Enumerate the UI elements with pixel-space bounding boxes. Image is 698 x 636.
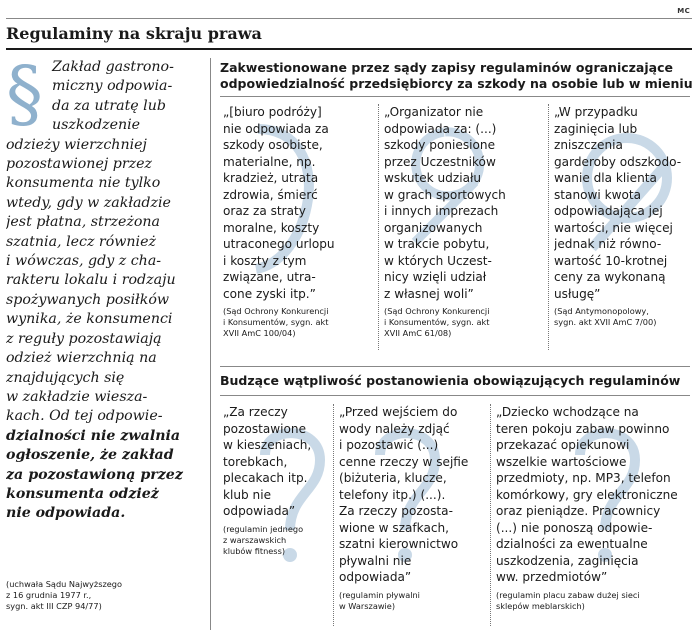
quote-line: „Dziecko wchodzące na [496, 405, 639, 419]
left-line: z reguły pozostawiają [6, 330, 162, 347]
quote-line: wskutek udziału [384, 171, 482, 185]
section1-title-line: Zakwestionowane przez sądy zapisy regulaminów ograniczające [220, 60, 673, 75]
quote-line: odpowiada za: (...) [384, 121, 497, 136]
quote-line: uszkodzenia, zaginięcia [496, 553, 639, 568]
source-line: z 16 grudnia 1977 r., [6, 590, 92, 600]
quote-block [223, 104, 373, 354]
left-line: odzieży wierzchniej [6, 136, 147, 153]
quote-line: pozostawione [223, 421, 307, 436]
quote-line: wartość 10-krotnej [554, 253, 668, 268]
quote-line: (...) nie ponoszą odpowie- [496, 520, 653, 535]
quote-line: szkody poniesione [384, 138, 496, 152]
quote-text [384, 104, 544, 302]
left-line-bold: za pozostawioną przez [6, 466, 183, 483]
quote-line: przekazać opiekunowi [496, 438, 630, 452]
source-line: XVII AmC 100/04) [223, 328, 296, 338]
quote-line: przez Uczestników [384, 154, 496, 169]
section2-top-rule [220, 366, 690, 367]
quote-text [496, 404, 694, 586]
quote-line: telefony itp.) (...). [339, 487, 446, 502]
quote-line: w kieszeniach, [223, 438, 312, 452]
left-line-bold: ogłoszenie, że zakład [6, 447, 174, 464]
quote-text [223, 104, 373, 302]
quote-line: ceny za wykonaną [554, 270, 666, 284]
quote-block [384, 104, 544, 354]
quote-line: z własnej woli” [384, 286, 474, 301]
quote-line: ww. przedmiotów” [496, 570, 608, 584]
source-line: z warszawskich [223, 534, 287, 545]
quote-block [496, 404, 694, 630]
quote-line: „Przed wejściem do [339, 405, 458, 419]
title-rule [6, 48, 692, 50]
column-divider [210, 58, 211, 630]
left-column [6, 55, 206, 630]
quote-source [339, 590, 491, 612]
left-line: wtedy, gdy w zakładzie [6, 194, 171, 211]
quote-line: „Za rzeczy [223, 405, 288, 419]
quote-text [339, 404, 491, 586]
source-line: (Sąd Ochrony Konkurencji [384, 306, 490, 316]
left-line: rakteru lokalu i rodzaju [6, 272, 176, 289]
quote-line: odpowiada” [223, 504, 296, 518]
corner-tag: MC [677, 7, 690, 15]
left-line: odzież wierzchnią na [6, 350, 157, 367]
quote-line: wanie dla klienta [554, 171, 657, 185]
left-line: Zakład gastrono- [52, 59, 174, 75]
left-line: miczny odpowia- [52, 78, 173, 95]
quote-line: plecakach itp. [223, 471, 308, 485]
quote-block [223, 404, 335, 630]
quote-block [554, 104, 694, 354]
quote-line: „W przypadku [554, 105, 638, 119]
quote-line: wszelkie wartościowe [496, 454, 627, 469]
source-line: (Sąd Ochrony Konkurencji [223, 306, 329, 316]
section2-title: Budzące wątpliwość postanowienia obowiązujących regulaminów [220, 373, 681, 388]
quote-line: i koszty z tym [223, 253, 307, 268]
court-resolution-text [6, 55, 206, 524]
quote-line: w grach sportowych [384, 187, 506, 202]
source-line: sygn. akt XVII AmC 7/00) [554, 317, 657, 327]
quote-line: wartości, nie więcej [554, 220, 673, 235]
quote-line: oraz za straty [223, 204, 306, 218]
source-line: (regulamin placu zabaw dużej sieci [496, 589, 640, 600]
quote-line: wione w szafkach, [339, 520, 450, 535]
quote-line: związane, utra- [223, 270, 316, 284]
quote-line: i pozostawić (...) [339, 438, 439, 452]
quote-line: jednak niż równo- [554, 237, 662, 251]
source-line: (regulamin jednego [223, 523, 304, 534]
quote-line: materialne, np. [223, 154, 316, 169]
left-line: szatnia, lecz również [6, 233, 156, 250]
source-line: (Sąd Antymonopolowy, [554, 306, 649, 316]
left-line: uszkodzenie [52, 117, 141, 134]
source-line: (uchwała Sądu Najwyższego [6, 579, 123, 589]
quote-line: kradzież, utrata [223, 171, 319, 185]
quote-source [496, 590, 694, 612]
section2-rule [220, 395, 690, 396]
source-line: klubów fitness) [223, 545, 286, 556]
quote-line: teren pokoju zabaw powinno [496, 421, 670, 436]
quote-line: „[biuro podróży] [223, 105, 322, 119]
paragraph-sign-icon: § [6, 55, 43, 137]
source-line: (regulamin pływalni [339, 589, 420, 600]
quote-line: garderoby odszkodo- [554, 154, 682, 169]
source-line: w Warszawie) [339, 600, 396, 611]
quote-line: szatni kierownictwo [339, 537, 459, 551]
left-line: w zakładzie wiesza- [6, 388, 148, 405]
quote-block [339, 404, 491, 630]
left-line: i wówczas, gdy z cha- [6, 253, 162, 270]
quote-line: utraconego urlopu [223, 237, 335, 251]
left-line: da za utratę lub [52, 97, 166, 114]
quote-line: zaginięcia lub [554, 121, 638, 136]
left-line-bold: konsumenta odzież [6, 485, 159, 502]
quote-line: pływalni nie [339, 553, 412, 568]
quote-text [223, 404, 335, 520]
source-line: i Konsumentów, sygn. akt [384, 317, 490, 327]
quote-line: komórkowy, gry elektroniczne [496, 487, 678, 502]
top-rule [6, 18, 692, 19]
left-source [6, 579, 122, 612]
left-line: znajdujących się [6, 369, 125, 386]
left-line: wynika, że konsumenci [6, 311, 173, 328]
source-line: XVII AmC 61/08) [384, 328, 452, 338]
left-line: konsumenta nie tylko [6, 175, 161, 192]
quote-line: usługę” [554, 286, 601, 301]
quote-line: w trakcie pobytu, [384, 237, 490, 251]
quote-source [223, 524, 335, 557]
left-line: kach. Od tej odpowie- [6, 408, 163, 425]
left-line-bold: dzialności nie zwalnia [6, 427, 181, 444]
quote-line: cone zyski itp.” [223, 286, 316, 301]
quote-line: organizowanych [384, 220, 483, 235]
quote-source [554, 306, 694, 328]
page-title: Regulaminy na skraju prawa [6, 24, 262, 43]
quote-text [554, 104, 694, 302]
quote-line: dzialności za ewentualne [496, 537, 648, 551]
quote-line: oraz pieniądze. Pracownicy [496, 504, 661, 518]
section1-title [220, 60, 693, 92]
quote-line: klub nie [223, 487, 272, 502]
quote-source [384, 306, 544, 339]
quote-line: Za rzeczy pozosta- [339, 504, 453, 518]
source-line: sygn. akt III CZP 94/77) [6, 601, 102, 611]
quote-line: i innych imprezach [384, 204, 499, 218]
quote-line: odpowiada” [339, 570, 412, 584]
section1-rule [220, 96, 690, 97]
left-line: pozostawionej przez [6, 156, 152, 173]
quote-line: nie odpowiada za [223, 121, 329, 136]
section1-title-line: odpowiedzialność przedsiębiorcy za szkody na osobie lub w mieniu [220, 76, 693, 91]
quote-line: (biżuteria, klucze, [339, 471, 447, 485]
quote-line: wody należy zdjąć [339, 421, 450, 436]
quote-line: cenne rzeczy w sejfie [339, 454, 469, 469]
quote-line: torebkach, [223, 454, 288, 469]
quote-divider [378, 104, 379, 350]
quote-line: odpowiadająca jej [554, 204, 663, 218]
quote-line: stanowi kwota [554, 187, 642, 202]
quote-line: „Organizator nie [384, 105, 484, 119]
source-line: i Konsumentów, sygn. akt [223, 317, 329, 327]
left-line: jest płatna, strzeżona [6, 214, 160, 231]
quote-line: moralne, koszty [223, 220, 320, 235]
left-line-bold: nie odpowiada. [6, 505, 126, 522]
quote-source [223, 306, 373, 339]
quote-divider [548, 104, 549, 350]
quote-line: zdrowia, śmierć [223, 187, 318, 202]
quote-line: nicy wzięli udział [384, 270, 487, 284]
quote-line: szkody osobiste, [223, 138, 323, 152]
quote-line: w których Uczest- [384, 253, 492, 268]
left-line: spożywanych posiłków [6, 291, 170, 308]
source-line: sklepów meblarskich) [496, 600, 585, 611]
quote-line: przedmioty, np. MP3, telefon [496, 471, 671, 485]
quote-line: zniszczenia [554, 138, 623, 152]
